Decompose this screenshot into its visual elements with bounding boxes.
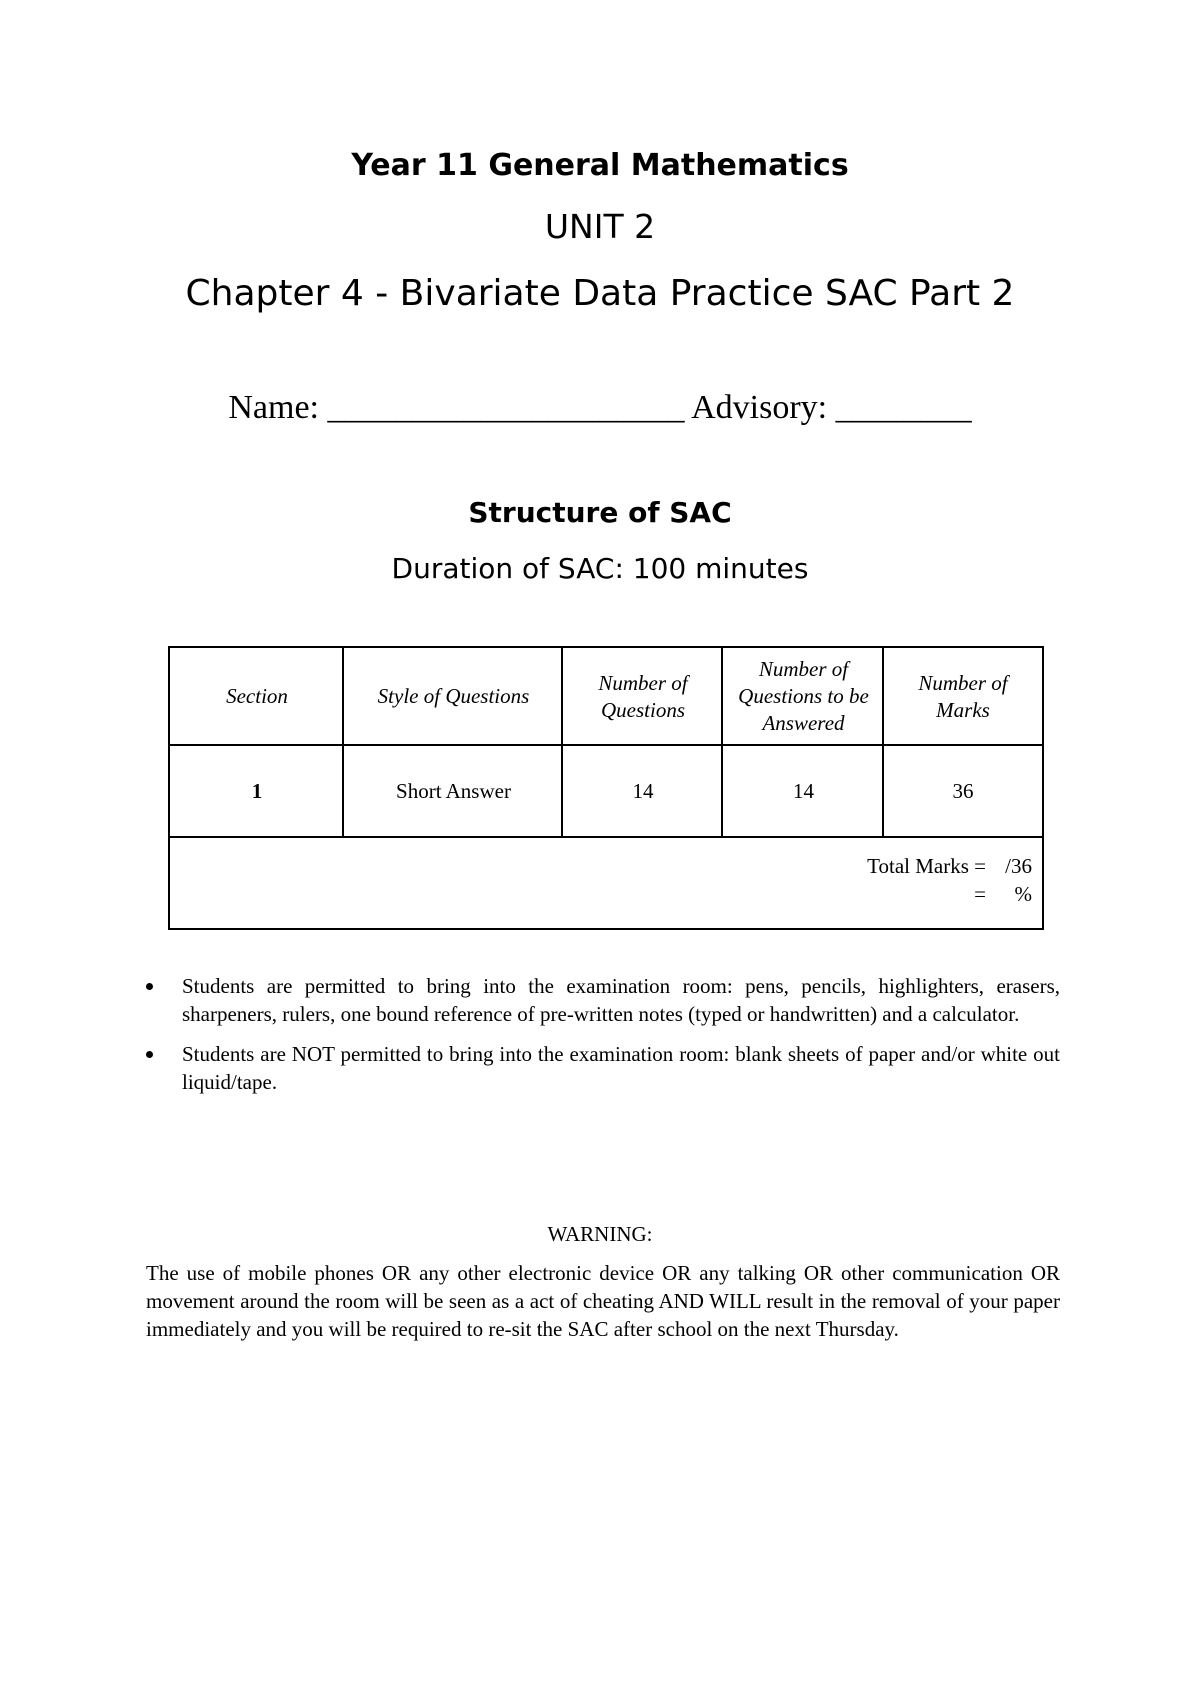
- header-number-of-marks: Number of Marks: [918, 670, 1008, 722]
- rules-list: [146, 972, 1060, 1108]
- header-number-of-questions: Number of Questions: [598, 670, 688, 722]
- course-title: Year 11 General Mathematics: [351, 148, 849, 183]
- name-label: Name:: [228, 389, 319, 426]
- sac-structure-table: [168, 646, 1044, 930]
- rule-text: Students are NOT permitted to bring into the examination room: blank sheets of paper and/or white out liquid/tape.: [182, 1042, 1060, 1094]
- cell-section: 1: [251, 778, 263, 803]
- warning-text: The use of mobile phones OR any other electronic device OR any talking OR other communication OR movement around the room will be seen as a act of cheating AND WILL result in the removal of your paper immediately and you will be required to re-sit the SAC after school on the next Thursday.: [146, 1261, 1060, 1341]
- bullet-icon: [146, 983, 153, 990]
- cell-num-questions: 14: [632, 778, 654, 803]
- cell-marks: 36: [952, 778, 974, 803]
- unit-title: UNIT 2: [544, 207, 656, 246]
- percent-label: =: [974, 882, 986, 906]
- header-style-of-questions: Style of Questions: [377, 684, 530, 708]
- rule-text: Students are permitted to bring into the examination room: pens, pencils, highlighters, erasers, sharpeners, rulers, one bound reference of pre-written notes (typed or handwritten) and a calculator.: [182, 974, 1060, 1026]
- table-divider: [342, 648, 344, 837]
- list-item: [146, 1040, 1060, 1096]
- advisory-label: Advisory:: [691, 389, 828, 426]
- total-marks-label: Total Marks =: [867, 854, 986, 878]
- total-marks-block: [867, 852, 1032, 908]
- list-item: [146, 972, 1060, 1028]
- duration-text: Duration of SAC: 100 minutes: [391, 552, 809, 585]
- total-marks-value: /36: [1005, 854, 1032, 878]
- student-details-line: [0, 386, 1200, 430]
- table-divider: [170, 836, 1042, 838]
- table-divider: [882, 648, 884, 837]
- cell-questions-answered: 14: [793, 778, 814, 803]
- name-field: _____________________: [327, 389, 685, 426]
- warning-title: WARNING:: [547, 1222, 653, 1246]
- bullet-icon: [146, 1051, 153, 1058]
- cell-style: Short Answer: [396, 778, 511, 803]
- header-section: Section: [226, 684, 288, 708]
- chapter-title: Chapter 4 - Bivariate Data Practice SAC Part 2: [185, 273, 1015, 314]
- structure-title: Structure of SAC: [468, 496, 732, 529]
- header-questions-to-answer: Number of Questions to be Answered: [738, 657, 869, 735]
- table-divider: [721, 648, 723, 837]
- table-divider: [170, 744, 1042, 746]
- percent-value: %: [1014, 882, 1032, 906]
- advisory-field: ________: [835, 389, 972, 426]
- table-divider: [561, 648, 563, 837]
